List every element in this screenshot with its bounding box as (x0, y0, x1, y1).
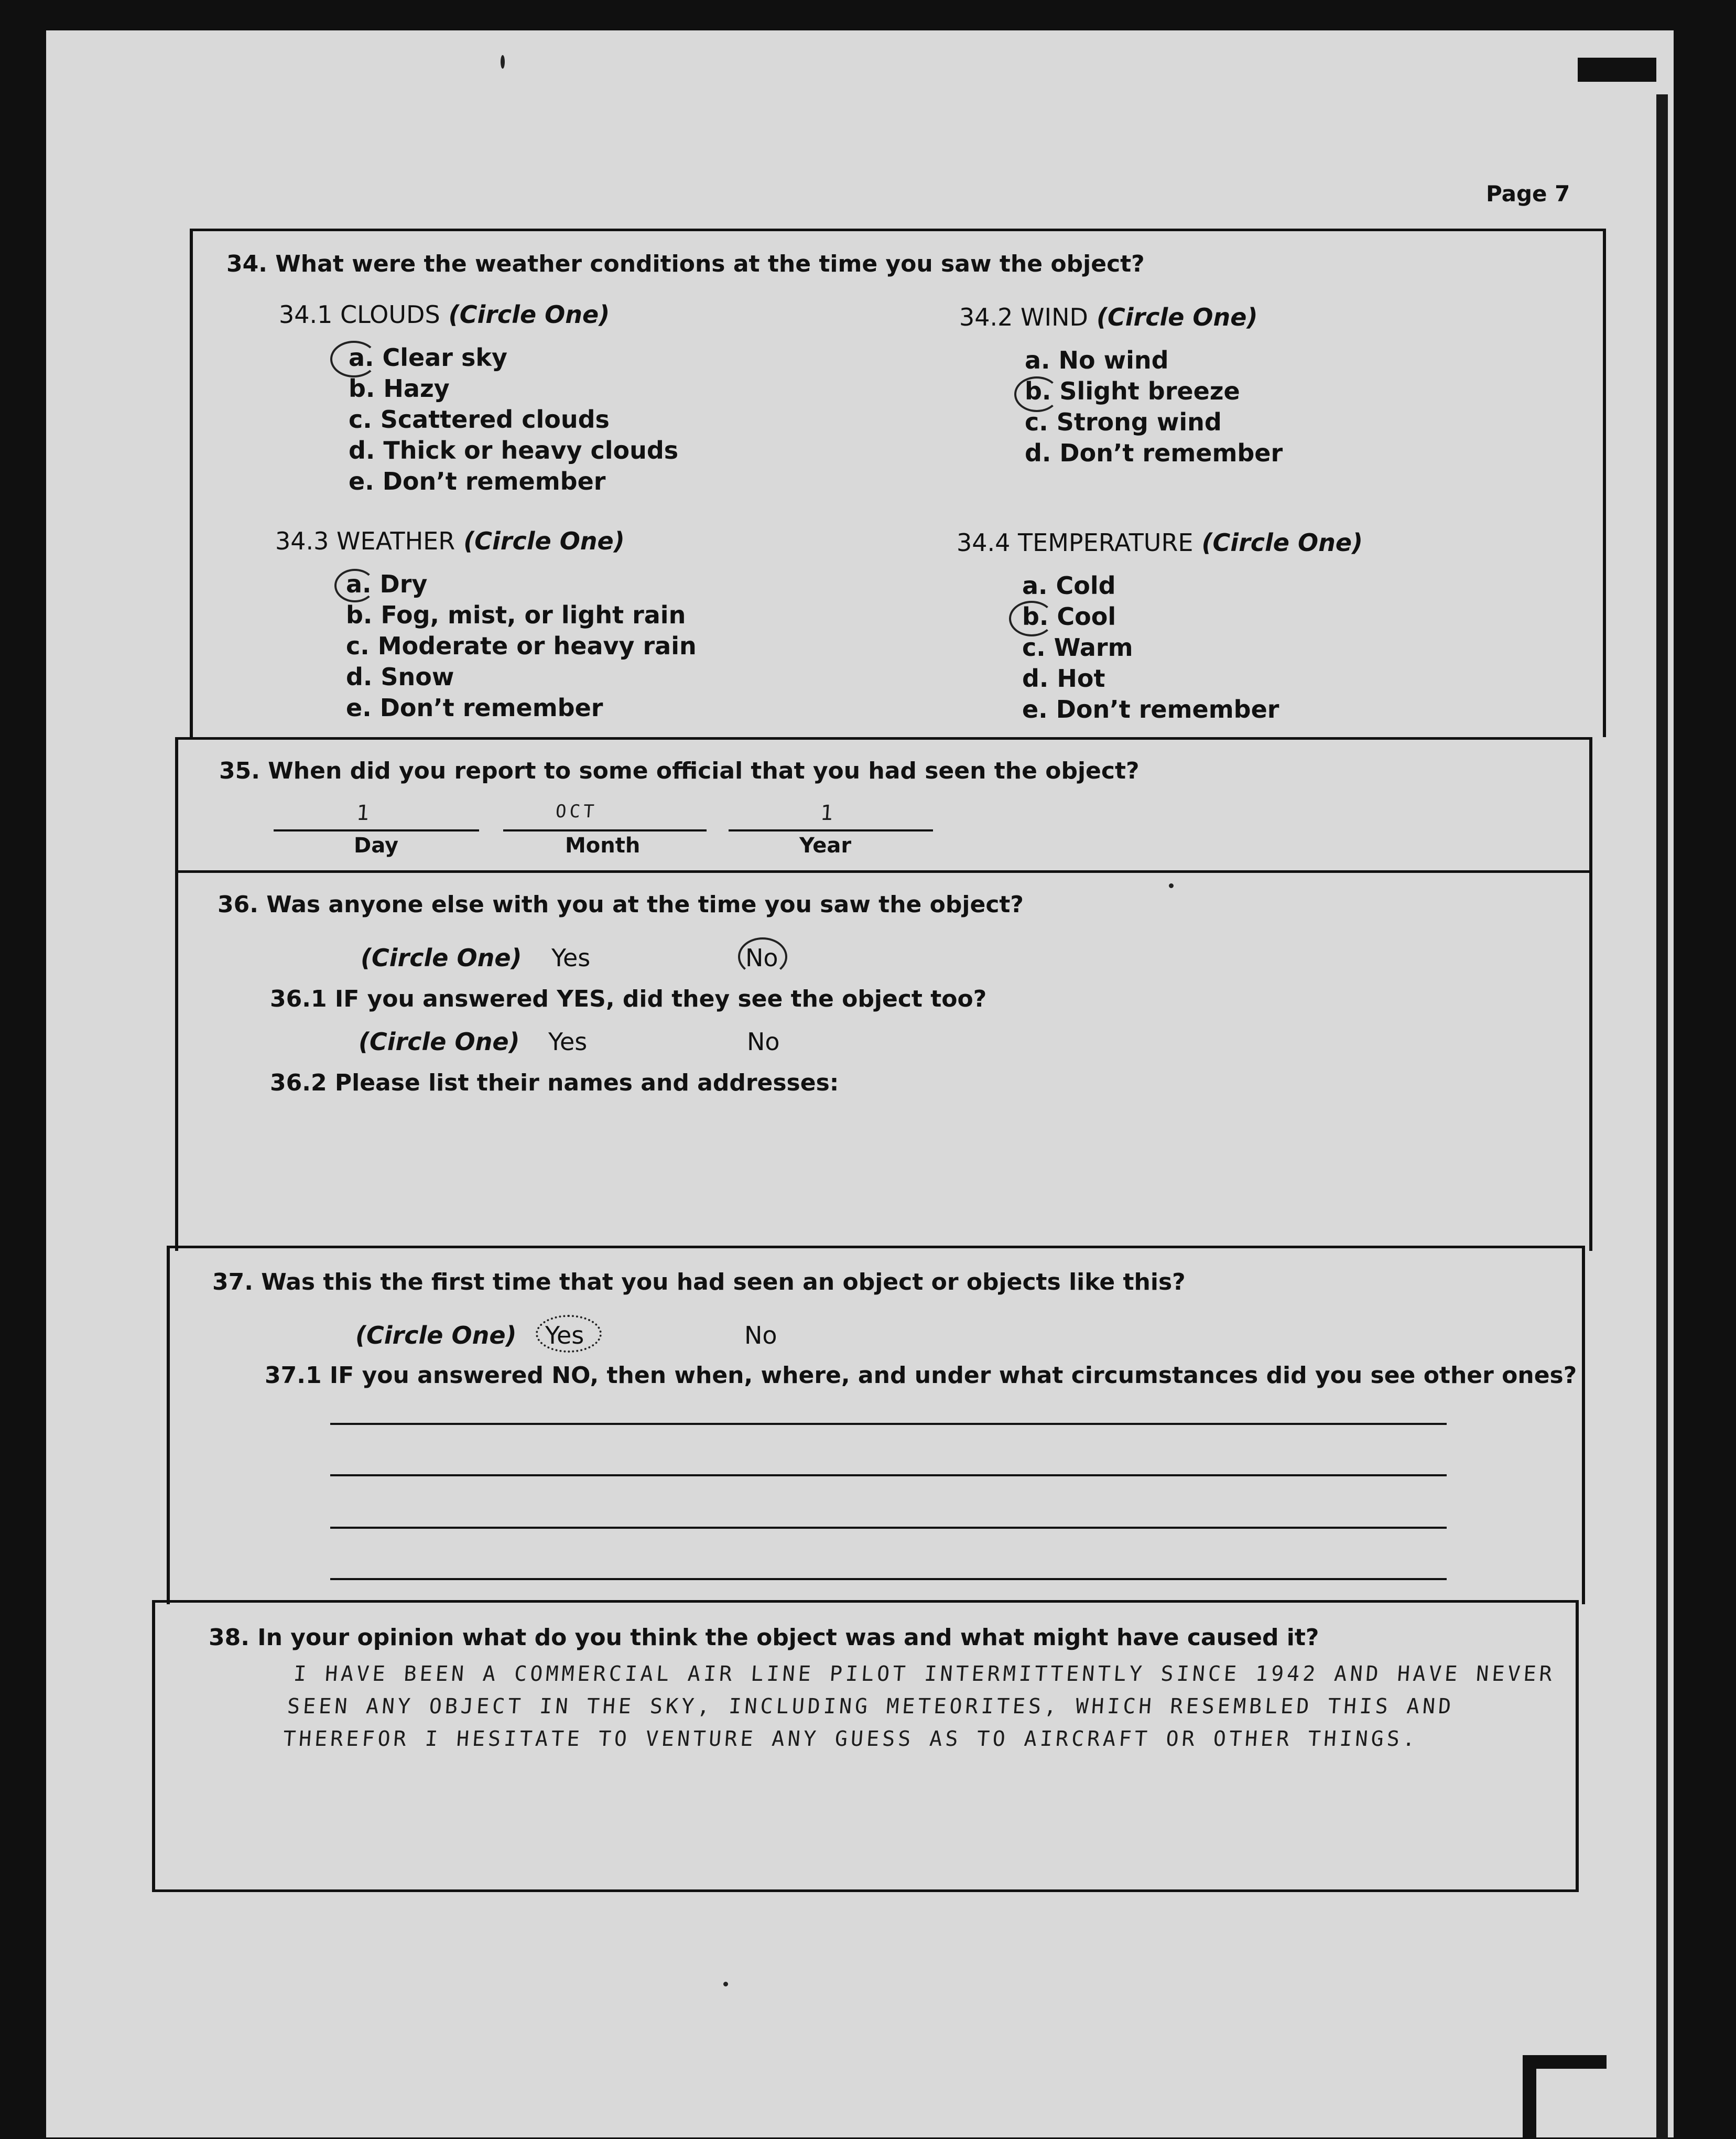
q36-1-yes[interactable]: Yes (548, 1028, 588, 1056)
clouds-option-a[interactable]: a. Clear sky (349, 343, 507, 372)
clouds-heading: 34.1 CLOUDS (Circle One) (279, 300, 610, 329)
dust-speck (501, 55, 505, 69)
frame-left-bottom (152, 1602, 155, 1892)
divider-36 (175, 870, 1592, 873)
registration-mark-top (1578, 58, 1656, 82)
day-value: 1 (355, 801, 373, 825)
answer-circle-temperature (1009, 601, 1054, 636)
answer-circle-weather (334, 569, 375, 602)
handwritten-answer-line-1: I HAVE BEEN A COMMERCIAL AIR LINE PILOT INTERMITTENTLY SINCE 1942 AND HAVE NEVER (292, 1662, 1556, 1686)
frame-left-mid (175, 737, 178, 1251)
year-field[interactable] (729, 829, 933, 831)
frame-right-bottom (1576, 1602, 1579, 1892)
question-36: 36. Was anyone else with you at the time you saw the object? (218, 891, 1024, 918)
page-number: Page 7 (1486, 181, 1570, 207)
handwritten-answer-line-3: THEREFOR I HESITATE TO VENTURE ANY GUESS AS TO AIRCRAFT OR OTHER THINGS. (282, 1727, 1419, 1751)
registration-mark-bottom (1523, 2055, 1607, 2137)
handwritten-answer-line-2: SEEN ANY OBJECT IN THE SKY, INCLUDING METEORITES, WHICH RESEMBLED THIS AND (286, 1694, 1455, 1719)
divider-35 (175, 737, 1592, 740)
question-36-1: 36.1 IF you answered YES, did they see the object too? (270, 986, 987, 1012)
weather-option-b[interactable]: b. Fog, mist, or light rain (346, 601, 686, 629)
wind-heading: 34.2 WIND (Circle One) (959, 303, 1258, 331)
weather-heading: 34.3 WEATHER (Circle One) (275, 527, 625, 555)
temperature-option-a[interactable]: a. Cold (1022, 571, 1116, 600)
clouds-option-b[interactable]: b. Hazy (349, 374, 450, 403)
frame-left-lower (167, 1248, 170, 1604)
wind-option-b[interactable]: b. Slight breeze (1025, 377, 1240, 405)
question-35: 35. When did you report to some official that you had seen the object? (219, 758, 1140, 784)
answer-circle-wind (1014, 376, 1059, 412)
day-field[interactable] (274, 829, 479, 831)
answer-circle-q36 (738, 937, 787, 976)
q36-circle-note: (Circle One) (361, 944, 522, 972)
weather-option-a[interactable]: a. Dry (346, 570, 428, 598)
frame-right-mid (1589, 737, 1592, 1251)
dust-speck (1169, 883, 1174, 888)
temperature-option-b[interactable]: b. Cool (1022, 602, 1116, 631)
q36-yes[interactable]: Yes (551, 944, 591, 972)
frame-left-upper (190, 229, 193, 737)
question-37-1: 37.1 IF you answered NO, then when, where, and under what circumstances did you see other ones? (265, 1362, 1577, 1389)
film-edge (1656, 94, 1668, 2139)
q37-circle-note: (Circle One) (355, 1321, 517, 1349)
month-field[interactable] (503, 829, 707, 831)
q36-1-circle-note: (Circle One) (359, 1028, 520, 1056)
frame-bottom (152, 1889, 1579, 1892)
clouds-option-c[interactable]: c. Scattered clouds (349, 405, 610, 434)
question-37: 37. Was this the first time that you had seen an object or objects like this? (212, 1269, 1186, 1295)
answer-line-3[interactable] (330, 1527, 1447, 1529)
temperature-option-d[interactable]: d. Hot (1022, 664, 1105, 693)
q37-no[interactable]: No (744, 1321, 777, 1349)
weather-option-c[interactable]: c. Moderate or heavy rain (346, 632, 697, 660)
temperature-option-e[interactable]: e. Don’t remember (1022, 695, 1279, 723)
divider-37 (167, 1246, 1585, 1248)
month-value: OCT (555, 801, 598, 822)
frame-right-upper (1603, 229, 1606, 737)
answer-circle-clouds (330, 341, 377, 377)
year-label: Year (799, 834, 852, 858)
wind-option-a[interactable]: a. No wind (1025, 346, 1169, 374)
temperature-heading: 34.4 TEMPERATURE (Circle One) (957, 528, 1363, 557)
temperature-option-c[interactable]: c. Warm (1022, 633, 1133, 662)
divider-38 (152, 1600, 1579, 1603)
weather-option-d[interactable]: d. Snow (346, 663, 454, 691)
day-label: Day (354, 834, 399, 858)
month-label: Month (565, 834, 641, 858)
dust-speck (723, 1982, 728, 1986)
answer-circle-q37 (536, 1315, 602, 1353)
clouds-option-e[interactable]: e. Don’t remember (349, 467, 606, 495)
wind-option-d[interactable]: d. Don’t remember (1025, 439, 1283, 467)
answer-line-1[interactable] (330, 1423, 1447, 1425)
weather-option-e[interactable]: e. Don’t remember (346, 694, 603, 722)
frame-top (190, 229, 1606, 231)
q37-yes[interactable]: Yes (545, 1321, 584, 1349)
answer-line-4[interactable] (330, 1578, 1447, 1580)
q36-no[interactable]: No (745, 944, 778, 972)
question-38: 38. In your opinion what do you think the object was and what might have caused it? (209, 1624, 1319, 1651)
answer-line-2[interactable] (330, 1474, 1447, 1476)
question-34: 34. What were the weather conditions at the time you saw the object? (226, 251, 1145, 277)
frame-right-lower (1582, 1248, 1585, 1604)
question-36-2: 36.2 Please list their names and addresses: (270, 1070, 839, 1096)
wind-option-c[interactable]: c. Strong wind (1025, 408, 1222, 436)
q36-1-no[interactable]: No (747, 1028, 780, 1056)
year-value: 1 (819, 801, 837, 825)
clouds-option-d[interactable]: d. Thick or heavy clouds (349, 436, 679, 464)
